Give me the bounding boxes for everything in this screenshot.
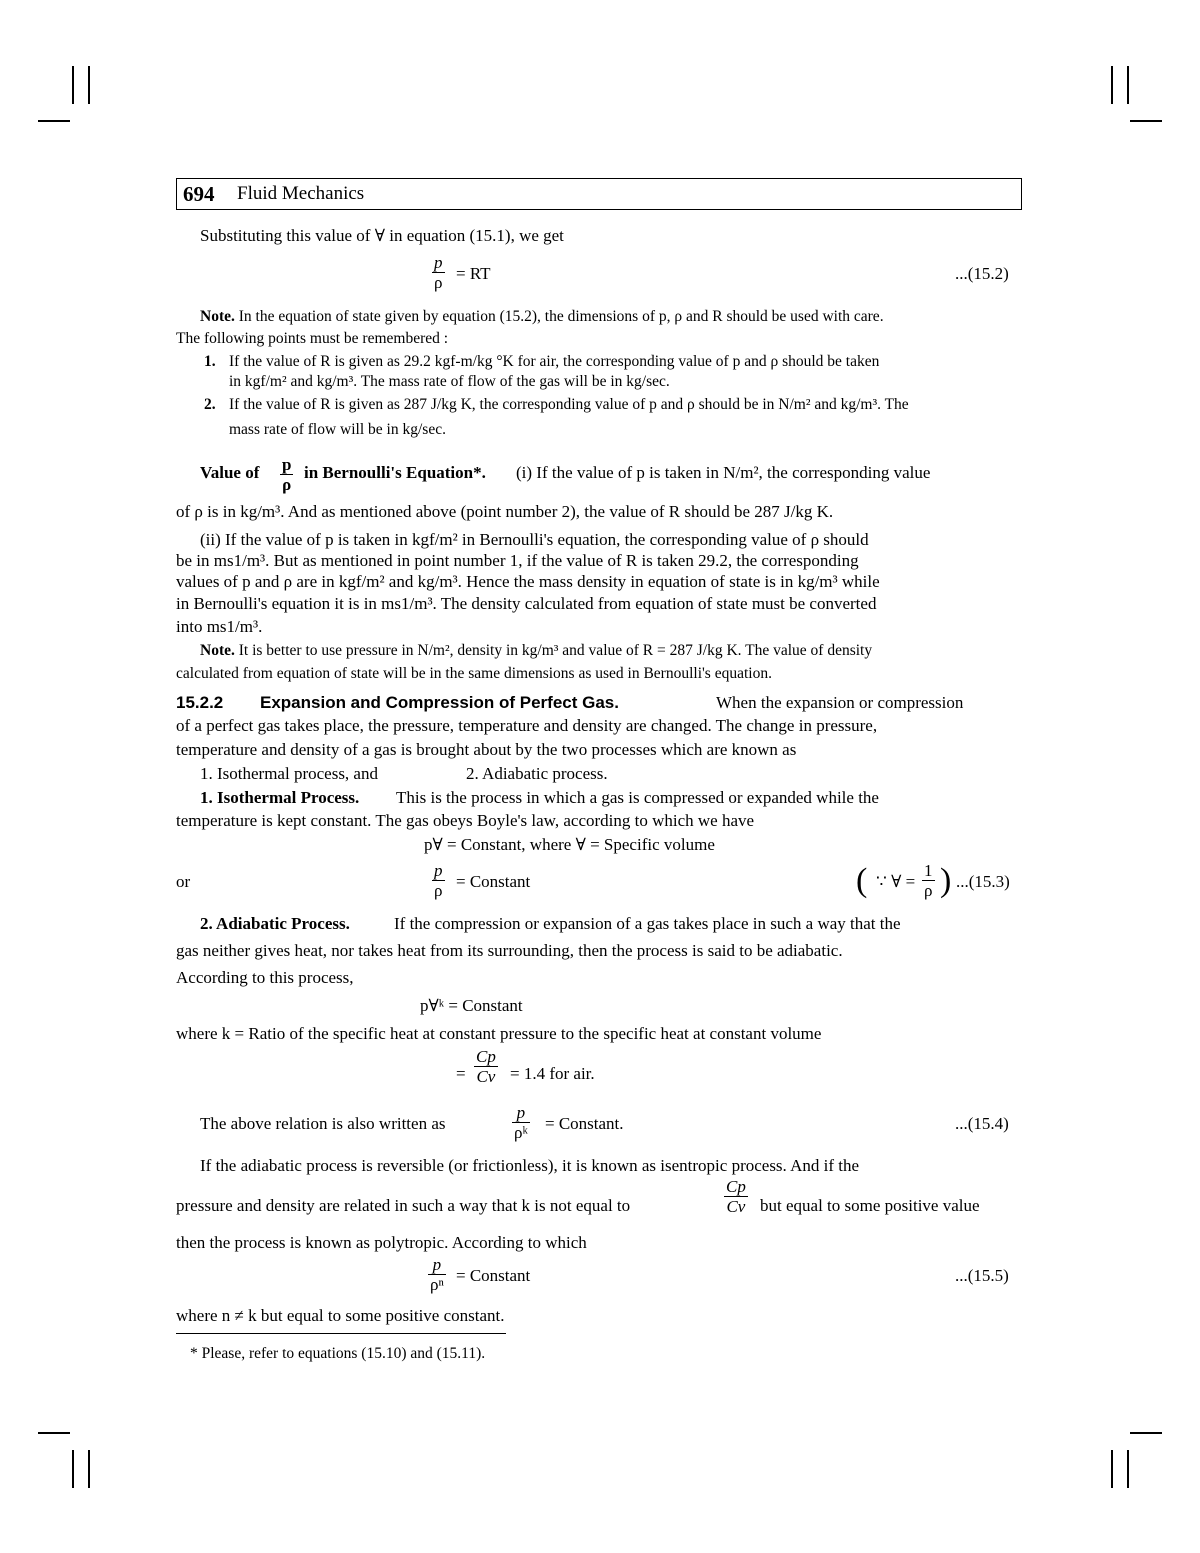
equation-label: ...(15.2) xyxy=(955,264,1009,283)
paragraph: Substituting this value of ∀ in equation (15.1), we get xyxy=(200,226,564,245)
paragraph-line: The above relation is also written as xyxy=(200,1114,446,1133)
equation-rhs: = RT xyxy=(456,264,491,283)
equation-prefix: = xyxy=(456,1064,466,1083)
paragraph-line: If the adiabatic process is reversible (or frictionless), it is known as isentropic process. And if the xyxy=(200,1156,860,1175)
subheading: Value of xyxy=(200,463,260,482)
paragraph-line: but equal to some positive value xyxy=(760,1196,980,1215)
right-paren: ) xyxy=(940,862,952,899)
list-item: If the value of R is given as 29.2 kgf-m/kg °K for air, the corresponding value of p and ρ should be taken xyxy=(229,353,880,370)
crop-mark xyxy=(1127,1450,1129,1488)
paragraph-line: temperature is kept constant. The gas obeys Boyle's law, according to which we have xyxy=(176,811,755,830)
paragraph-line: be in ms1/m³. But as mentioned in point number 1, if the value of R is taken 29.2, the corresponding xyxy=(176,551,859,570)
list-item: If the value of R is given as 287 J/kg K, the corresponding value of p and ρ should be in N/m² and kg/m³. The xyxy=(229,396,909,413)
running-title: Fluid Mechanics xyxy=(237,183,365,204)
crop-mark xyxy=(88,66,90,104)
footnote-rule xyxy=(176,1333,506,1334)
equation-rhs: = Constant xyxy=(456,872,531,891)
subheading: in Bernoulli's Equation*. xyxy=(304,463,486,482)
fraction: 1 ρ xyxy=(924,861,933,900)
paragraph-line: then the process is known as polytropic. According to which xyxy=(176,1233,587,1252)
paragraph-line: This is the process in which a gas is compressed or expanded while the xyxy=(396,788,879,807)
equation: p∀ᵏ = Constant xyxy=(420,996,523,1015)
page-number: 694 xyxy=(183,182,215,206)
footnote: * Please, refer to equations (15.10) and (15.11). xyxy=(190,1345,486,1362)
paragraph-line: (ii) If the value of p is taken in kgf/m² in Bernoulli's equation, the corresponding value of ρ should xyxy=(200,530,869,549)
paragraph-line: values of p and ρ are in kgf/m² and kg/m³. Hence the mass density in equation of state is in kg/m³ while xyxy=(176,572,880,591)
crop-mark xyxy=(72,1450,74,1488)
equation-aside: ∵ ∀ = xyxy=(876,872,916,891)
paragraph-line: If the compression or expansion of a gas takes place in such a way that the xyxy=(394,914,901,933)
equation-rhs: = Constant xyxy=(456,1266,531,1285)
equation-label: ...(15.3) xyxy=(956,872,1010,891)
page-header xyxy=(176,178,1022,210)
list-number: 2. xyxy=(204,396,216,413)
section-number: 15.2.2 xyxy=(176,693,224,712)
list-item: 1. Isothermal process, and xyxy=(200,764,378,783)
paragraph-line: temperature and density of a gas is brought about by the two processes which are known as xyxy=(176,740,797,759)
note-line: The following points must be remembered : xyxy=(176,330,449,347)
paragraph-line: According to this process, xyxy=(176,968,354,987)
crop-mark xyxy=(88,1450,90,1488)
fraction: Cp Cv xyxy=(726,1177,746,1216)
fraction: p ρ xyxy=(434,861,443,900)
crop-mark xyxy=(1111,1450,1113,1488)
paragraph-line: in Bernoulli's equation it is in ms1/m³. The density calculated from equation of state must be converted xyxy=(176,594,877,613)
fraction: Cp Cv xyxy=(476,1047,496,1086)
subheading: 1. Isothermal Process. xyxy=(200,788,360,807)
list-number: 1. xyxy=(204,353,216,370)
list-item: 2. Adiabatic process. xyxy=(466,764,608,783)
fraction: p ρ xyxy=(282,455,292,494)
equation-label: ...(15.5) xyxy=(955,1266,1009,1285)
paragraph-line: where n ≠ k but equal to some positive constant. xyxy=(176,1306,505,1325)
note: Note. In the equation of state given by equation (15.2), the dimensions of p, ρ and R should be used with care. xyxy=(200,308,884,325)
crop-mark xyxy=(38,1432,70,1434)
paragraph-line: of ρ is in kg/m³. And as mentioned above (point number 2), the value of R should be 287 J/kg K. xyxy=(176,502,834,521)
fraction: p ρⁿ xyxy=(430,1255,444,1294)
crop-mark xyxy=(1127,66,1129,104)
fraction: p ρᵏ xyxy=(514,1103,528,1142)
paragraph-line: When the expansion or compression xyxy=(716,693,964,712)
paragraph-line: gas neither gives heat, nor takes heat from its surrounding, then the process is said to be adiabatic. xyxy=(176,941,843,960)
paragraph-line: (i) If the value of p is taken in N/m², the corresponding value xyxy=(516,463,931,482)
equation-rhs: = Constant. xyxy=(545,1114,624,1133)
crop-mark xyxy=(1130,120,1162,122)
crop-mark xyxy=(1111,66,1113,104)
equation: p∀ = Constant, where ∀ = Specific volume xyxy=(424,835,715,854)
equation-prefix: or xyxy=(176,872,191,891)
crop-mark xyxy=(38,120,70,122)
equation-rhs: = 1.4 for air. xyxy=(510,1064,595,1083)
note-line: calculated from equation of state will be in the same dimensions as used in Bernoulli's equation. xyxy=(176,665,772,682)
fraction: p ρ xyxy=(434,253,443,292)
subheading: 2. Adiabatic Process. xyxy=(200,914,350,933)
crop-mark xyxy=(1130,1432,1162,1434)
paragraph-line: where k = Ratio of the specific heat at constant pressure to the specific heat at constant volume xyxy=(176,1024,822,1043)
crop-mark xyxy=(72,66,74,104)
list-item: in kgf/m² and kg/m³. The mass rate of flow of the gas will be in kg/sec. xyxy=(229,373,670,390)
list-item: mass rate of flow will be in kg/sec. xyxy=(229,421,446,438)
equation-label: ...(15.4) xyxy=(955,1114,1009,1133)
paragraph-line: pressure and density are related in such a way that k is not equal to xyxy=(176,1196,631,1215)
note: Note. It is better to use pressure in N/m², density in kg/m³ and value of R = 287 J/kg K. The value of density xyxy=(200,642,873,659)
section-title: Expansion and Compression of Perfect Gas. xyxy=(260,693,619,712)
paragraph-line: of a perfect gas takes place, the pressure, temperature and density are changed. The change in pressure, xyxy=(176,716,878,735)
paragraph-line: into ms1/m³. xyxy=(176,617,263,636)
left-paren: ( xyxy=(856,862,868,899)
